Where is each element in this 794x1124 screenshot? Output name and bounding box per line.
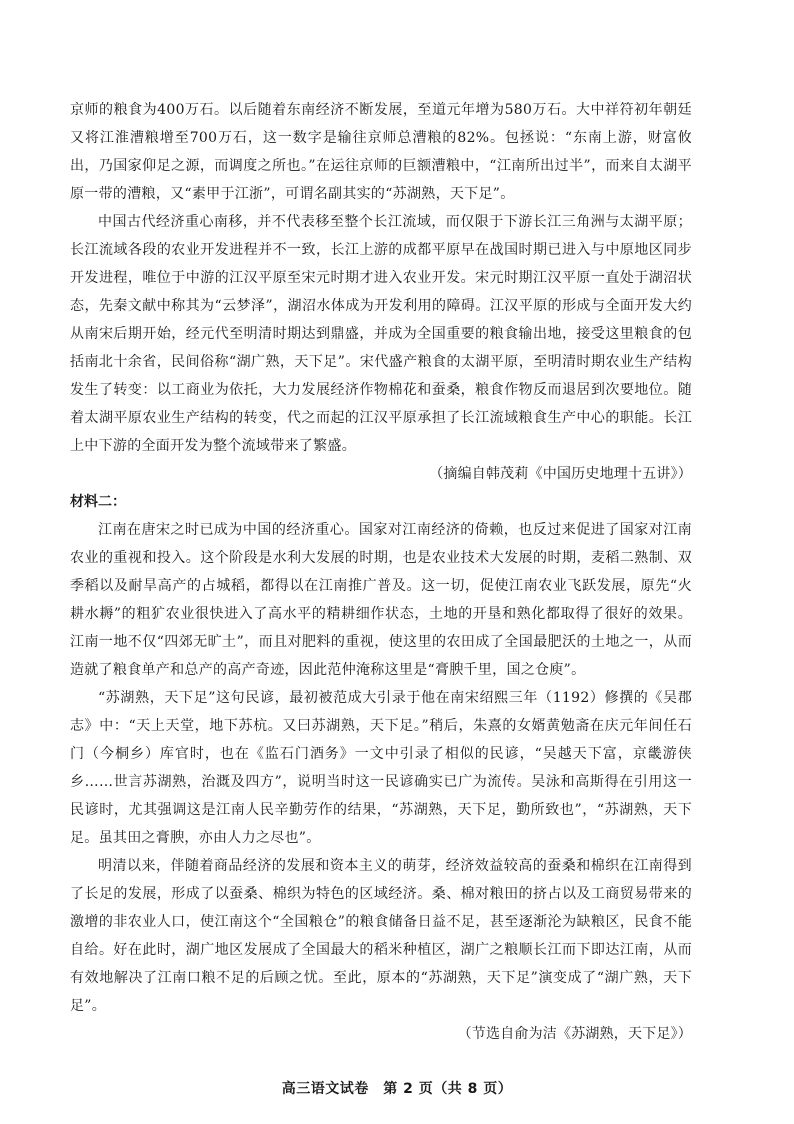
material2-heading: 材料二： (70, 494, 126, 510)
material1-source: （摘编自韩茂莉《中国历史地理十五讲》） (429, 466, 692, 482)
material1-paragraph-1: 京师的粮食为400万石。以后随着东南经济不断发展，至道元年增为580万石。大中祥符初年朝廷又将江淮漕粮增至700万石，这一数字是输往京师总漕粮的82%。包拯说：“东南上游，财富攸出，乃国家仰足之源，而调度之所也。”在运往京师的巨额漕粮中，“江南所出过半”，而来自太湖平原一带的漕粮，又“素甲于江浙”，可谓名副其实的“苏湖熟，天下足”。 (70, 102, 692, 202)
material2-paragraph-2: “苏湖熟，天下足”这句民谚，最初被范成大引录于他在南宋绍熙三年（1192）修撰的《吴郡志》中：“天上天堂，地下苏杭。又曰苏湖熟，天下足。”稍后，朱熹的女婿黄勉斋在庆元年间任石门（今桐乡）库官时，也在《监石门酒务》一文中引录了相似的民谚，“吴越天下富，京畿游侠乡……世言苏湖熟，治溉及四方”，说明当时这一民谚确实已广为流传。吴泳和高斯得在引用这一民谚时，尤其强调这是江南人民辛勤劳作的结果，“苏湖熟，天下足，勤所致也”，“苏湖熟，天下足。虽其田之膏腴，亦由人力之尽也”。 (70, 690, 692, 846)
material1-paragraph-2: 中国古代经济重心南移，并不代表移至整个长江流域，而仅限于下游长江三角洲与太湖平原；长江流域各段的农业开发进程并不一致，长江上游的成都平原早在战国时期已进入与中原地区同步开发进程，唯位于中游的江汉平原至宋元时期才进入农业开发。宋元时期江汉平原一直处于湖沼状态，先秦文献中称其为“云梦泽”，湖沼水体成为开发利用的障碍。江汉平原的形成与全面开发大约从南宋后期开始，经元代至明清时期达到鼎盛，并成为全国重要的粮食输出地，接受这里粮食的包括南北十余省，民间俗称“湖广熟，天下足”。宋代盛产粮食的太湖平原，至明清时期农业生产结构发生了转变：以工商业为依托，大力发展经济作物棉花和蚕桑，粮食作物反而退居到次要地位。随着太湖平原农业生产结构的转变，代之而起的江汉平原承担了长江流域粮食生产中心的职能。长江上中下游的全面开发为整个流域带来了繁盛。 (70, 214, 692, 454)
material2-paragraph-1: 江南在唐宋之时已成为中国的经济重心。国家对江南经济的倚赖，也反过来促进了国家对江南农业的重视和投入。这个阶段是水利大发展的时期，也是农业技术大发展的时期，麦稻二熟制、双季稻以及耐旱高产的占城稻，都得以在江南推广普及。这一切，促使江南农业飞跃发展，原先“火耕水耨”的粗犷农业很快进入了高水平的精耕细作状态，土地的开垦和熟化都取得了很好的效果。江南一地不仅“四郊无旷土”，而且对肥料的重视，使这里的农田成了全国最肥沃的土地之一，从而造就了粮食单产和总产的高产奇迹，因此范仲淹称这里是“膏腴千里，国之仓庾”。 (70, 522, 692, 678)
page-footer: 高三语文试卷 第 2 页（共 8 页） (281, 1081, 513, 1097)
material2-paragraph-3: 明清以来，伴随着商品经济的发展和资本主义的萌芽，经济效益较高的蚕桑和棉织在江南得到了长足的发展，形成了以蚕桑、棉织为特色的区域经济。桑、棉对粮田的挤占以及工商贸易带来的激增的非农业人口，使江南这个“全国粮仓”的粮食储备日益不足，甚至逐渐沦为缺粮区，民食不能自给。好在此时，湖广地区发展成了全国最大的稻米种植区，湖广之粮顺长江而下即达江南，从而有效地解决了江南口粮不足的后顾之忧。至此，原本的“苏湖熟，天下足”演变成了“湖广熟，天下足”。 (70, 858, 692, 1014)
material2-source: （节选自俞为洁《苏湖熟，天下足》） (457, 1026, 692, 1042)
exam-page-body (70, 96, 692, 1048)
